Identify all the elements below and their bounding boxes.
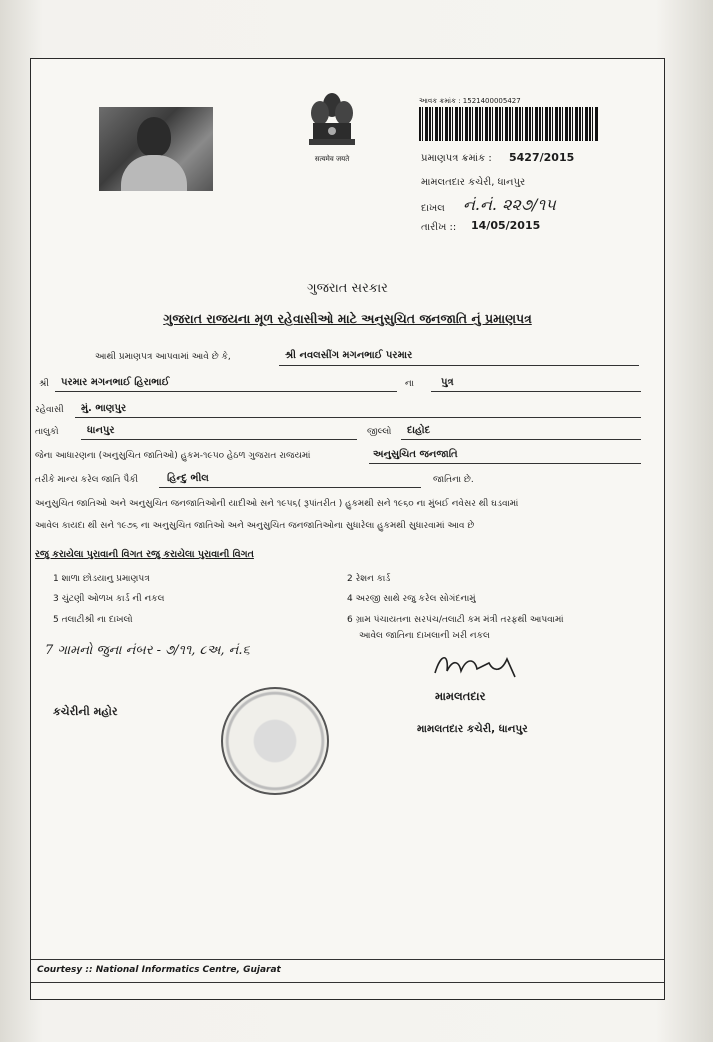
certificate-title: ગુજરાત રાજયના મૂળ રહેવાસીઓ માટે અનુસુચિત જનજાતિ નું પ્રમાણપત્ર — [163, 311, 532, 326]
field-underline — [75, 417, 641, 418]
field-underline — [55, 391, 397, 392]
shri-label: શ્રી — [39, 379, 49, 389]
office-seal-stamp — [221, 687, 329, 795]
district-value: દાહોદ — [407, 425, 431, 436]
government-title: ગુજરાત સરકાર — [307, 281, 388, 296]
barcode — [419, 107, 599, 141]
dakhal-label: દાખલ — [421, 203, 445, 214]
order-value: અનુસુચિત જનજાતિ — [373, 449, 458, 460]
field-underline — [159, 487, 421, 488]
signature-scribble-icon — [431, 649, 521, 681]
courtesy-text: Courtesy :: National Informatics Centre, Gujarat — [37, 965, 281, 975]
office-header: મામલતદાર કચેરી, ધાનપુર — [421, 177, 526, 188]
evidence-item: 2 રેશન કાર્ડ — [347, 574, 391, 584]
applicant-photo — [99, 107, 213, 191]
photo-head — [137, 117, 171, 157]
legal-paragraph-line1: અનુસુચિત જાતિઓ અને અનુસુચિત જનજાતિઓની યાદીઓ સને ૧૯૫૬( રૂપાંતરીત ) હુકમથી સને ૧૯૬૦ ના મુંબઈ નવેસર થી ઘડવામાં — [35, 499, 519, 509]
emblem-caption: सत्यमेव जयते — [314, 155, 350, 163]
caste-suffix: જાતિના છે. — [433, 475, 474, 485]
barcode-label: આવક ક્રમાંક : 1521400005427 — [419, 97, 521, 105]
evidence-item: 4 અરજી સાથે રજુ કરેલ સોગંદનામું — [347, 594, 476, 604]
photo-body — [121, 155, 187, 191]
dakhal-handwritten: નં.નં. ૨૨૭/૧૫ — [463, 195, 556, 214]
evidence-item: 5 તલાટીશ્રી ના દાખલો — [53, 615, 133, 625]
taluka-label: તાલુકો — [35, 427, 59, 437]
father-name: પરમાર મગનભાઈ હિરાભાઈ — [61, 377, 170, 388]
issued-to-label: આથી પ્રમાણપત્ર આપવામાં આવે છે કે, — [95, 352, 231, 362]
certificate-page — [30, 58, 665, 1000]
signatory-designation: મામલતદાર — [435, 689, 486, 703]
caste-label: તરીકે માન્ય કરેલ જાતિ પૈકી — [35, 475, 139, 485]
handwritten-note: 7 ગામનો જુના નંબર - ૭/૧૧, ૮અ, નં.૬ — [45, 643, 250, 658]
evidence-item: 1 શાળા છોડયાનુ પ્રમાણપત્ર — [53, 574, 150, 584]
footer-bar — [31, 959, 664, 983]
legal-paragraph-line2: આવેલ કાયદા થી સને ૧૯૭૬ ના અનુસુચિત જાતિઓ અને અનુસુચિત જનજાતિઓના સુધારેલા હુકમથી સુધારવામાં આવ છે — [35, 521, 475, 531]
certificate-no: 5427/2015 — [509, 151, 575, 164]
taluka-value: ધાનપુર — [87, 425, 115, 436]
relation-label: ના — [405, 379, 414, 389]
evidence-heading: રજુ કરાયેલા પુરાવાની વિગત રજુ કરાયેલા પુરાવાની વિગત — [35, 549, 254, 560]
field-underline — [279, 365, 639, 366]
field-underline — [81, 439, 357, 440]
evidence-item-continued: આવેલ જાતિના દાખલાની ખરી નકલ — [359, 631, 490, 641]
seal-label: કચેરીની મહોર — [53, 705, 118, 718]
signatory-office: મામલતદાર કચેરી, ધાનપુર — [417, 723, 528, 735]
resident-label: રહેવાસી — [35, 405, 64, 415]
district-label: જીલ્લો — [367, 427, 392, 437]
field-underline — [401, 439, 641, 440]
evidence-item: 6 ગ્રામ પંચાયતના સરપંચ/તલાટી કમ મંત્રી તરફથી આપવામાં — [347, 615, 564, 625]
field-underline — [369, 463, 641, 464]
issued-to-name: શ્રી નવલસીંગ મગનભાઈ પરમાર — [285, 350, 413, 361]
resident-value: મું. ભાણપુર — [81, 403, 127, 414]
caste-value: હિન્દુ ભીલ — [167, 473, 209, 484]
order-label: જેના આધારણના (અનુસુચિત જાતિઓ) હુકમ-૧૯૫૦ હેઠળ ગુજરાત રાજયમાં — [35, 451, 311, 461]
certificate-no-label: પ્રમાણપત્ર ક્રમાંક : — [421, 153, 492, 164]
issue-date: 14/05/2015 — [471, 219, 541, 232]
date-label: તારીખ :: — [421, 222, 457, 233]
evidence-item: 3 ચુંટણી ઓળખ કાર્ડ ની નકલ — [53, 594, 165, 604]
field-underline — [431, 391, 641, 392]
national-emblem-icon — [301, 85, 363, 167]
relation-value: પુત્ર — [441, 377, 454, 388]
